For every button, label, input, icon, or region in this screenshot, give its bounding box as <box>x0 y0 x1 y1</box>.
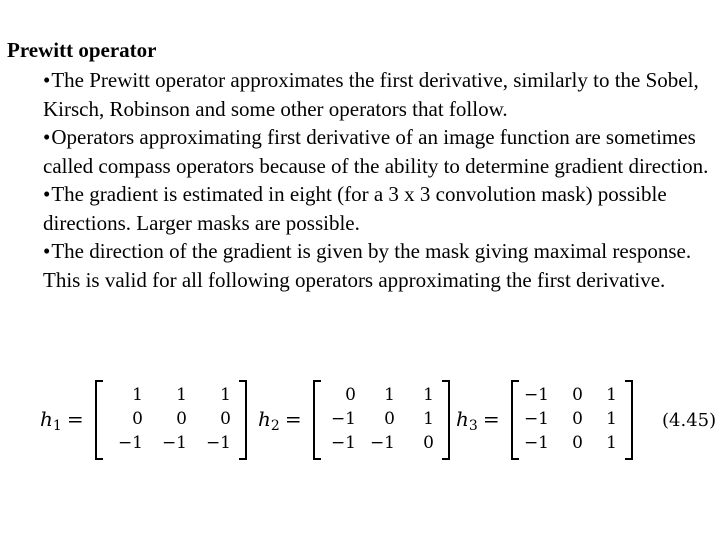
matrix-cell: 0 <box>176 409 187 429</box>
mask-label: $h_2$ = <box>258 407 302 434</box>
matrix-cell: 0 <box>572 433 583 453</box>
bullet-text: The Prewitt operator approximates the first derivative, similarly to the Sobel, Kirsch, Robinson and some other operators that follow. <box>43 68 699 121</box>
matrix-cell: 0 <box>132 409 143 429</box>
matrix-cell: 0 <box>220 409 231 429</box>
mask-h3 <box>456 374 656 464</box>
matrix-cell: 1 <box>220 385 231 405</box>
prewitt-mask-equation <box>40 374 715 464</box>
matrix-cell: 0 <box>384 409 395 429</box>
matrix-cell: 0 <box>345 385 356 405</box>
bullet-symbol: • <box>43 125 51 149</box>
matrix-cell: 1 <box>132 385 143 405</box>
mask-label: $h_3$ = <box>456 407 500 434</box>
matrix-cell: 0 <box>423 433 434 453</box>
bullet-symbol: • <box>43 68 51 92</box>
matrix-cell: −1 <box>330 409 356 429</box>
left-bracket <box>95 380 103 460</box>
mask-h1 <box>40 374 255 464</box>
matrix-cell: 0 <box>572 385 583 405</box>
bullet-item <box>43 123 713 180</box>
right-bracket <box>442 380 450 460</box>
matrix-cell: −1 <box>523 409 549 429</box>
matrix-cell: 1 <box>423 385 434 405</box>
matrix-cell: 1 <box>384 385 395 405</box>
matrix-cell: 0 <box>572 409 583 429</box>
left-bracket <box>313 380 321 460</box>
equation-number: (4.45) <box>662 410 717 431</box>
right-bracket <box>625 380 633 460</box>
matrix-cell: −1 <box>523 433 549 453</box>
matrix-cell: 1 <box>606 409 617 429</box>
matrix-cell: 1 <box>606 385 617 405</box>
mask-matrix <box>313 380 450 460</box>
bullet-item <box>43 180 713 237</box>
matrix-cell: 1 <box>606 433 617 453</box>
matrix-cell: −1 <box>369 433 395 453</box>
bullet-text: The direction of the gradient is given by the mask giving maximal response. This is valid for all following operators approximating the first derivative. <box>43 239 692 292</box>
matrix-cell: −1 <box>161 433 187 453</box>
matrix-cell: −1 <box>523 385 549 405</box>
right-bracket <box>239 380 247 460</box>
mask-h2 <box>258 374 458 464</box>
left-bracket <box>511 380 519 460</box>
matrix-cell: −1 <box>330 433 356 453</box>
matrix-cell: 1 <box>176 385 187 405</box>
bullet-symbol: • <box>43 239 51 263</box>
bullet-list <box>43 66 713 294</box>
page-title: Prewitt operator <box>7 38 157 62</box>
bullet-item <box>43 237 713 294</box>
bullet-text: The gradient is estimated in eight (for a 3 x 3 convolution mask) possible directions. Larger masks are possible. <box>43 182 667 235</box>
bullet-text: Operators approximating first derivative of an image function are sometimes called compass operators because of the ability to determine gradient direction. <box>43 125 709 178</box>
bullet-item <box>43 66 713 123</box>
matrix-cell: 1 <box>423 409 434 429</box>
mask-label: $h_1$ = <box>40 407 84 434</box>
mask-matrix <box>511 380 633 460</box>
matrix-cell: −1 <box>205 433 231 453</box>
matrix-cell: −1 <box>117 433 143 453</box>
mask-matrix <box>95 380 247 460</box>
bullet-symbol: • <box>43 182 51 206</box>
